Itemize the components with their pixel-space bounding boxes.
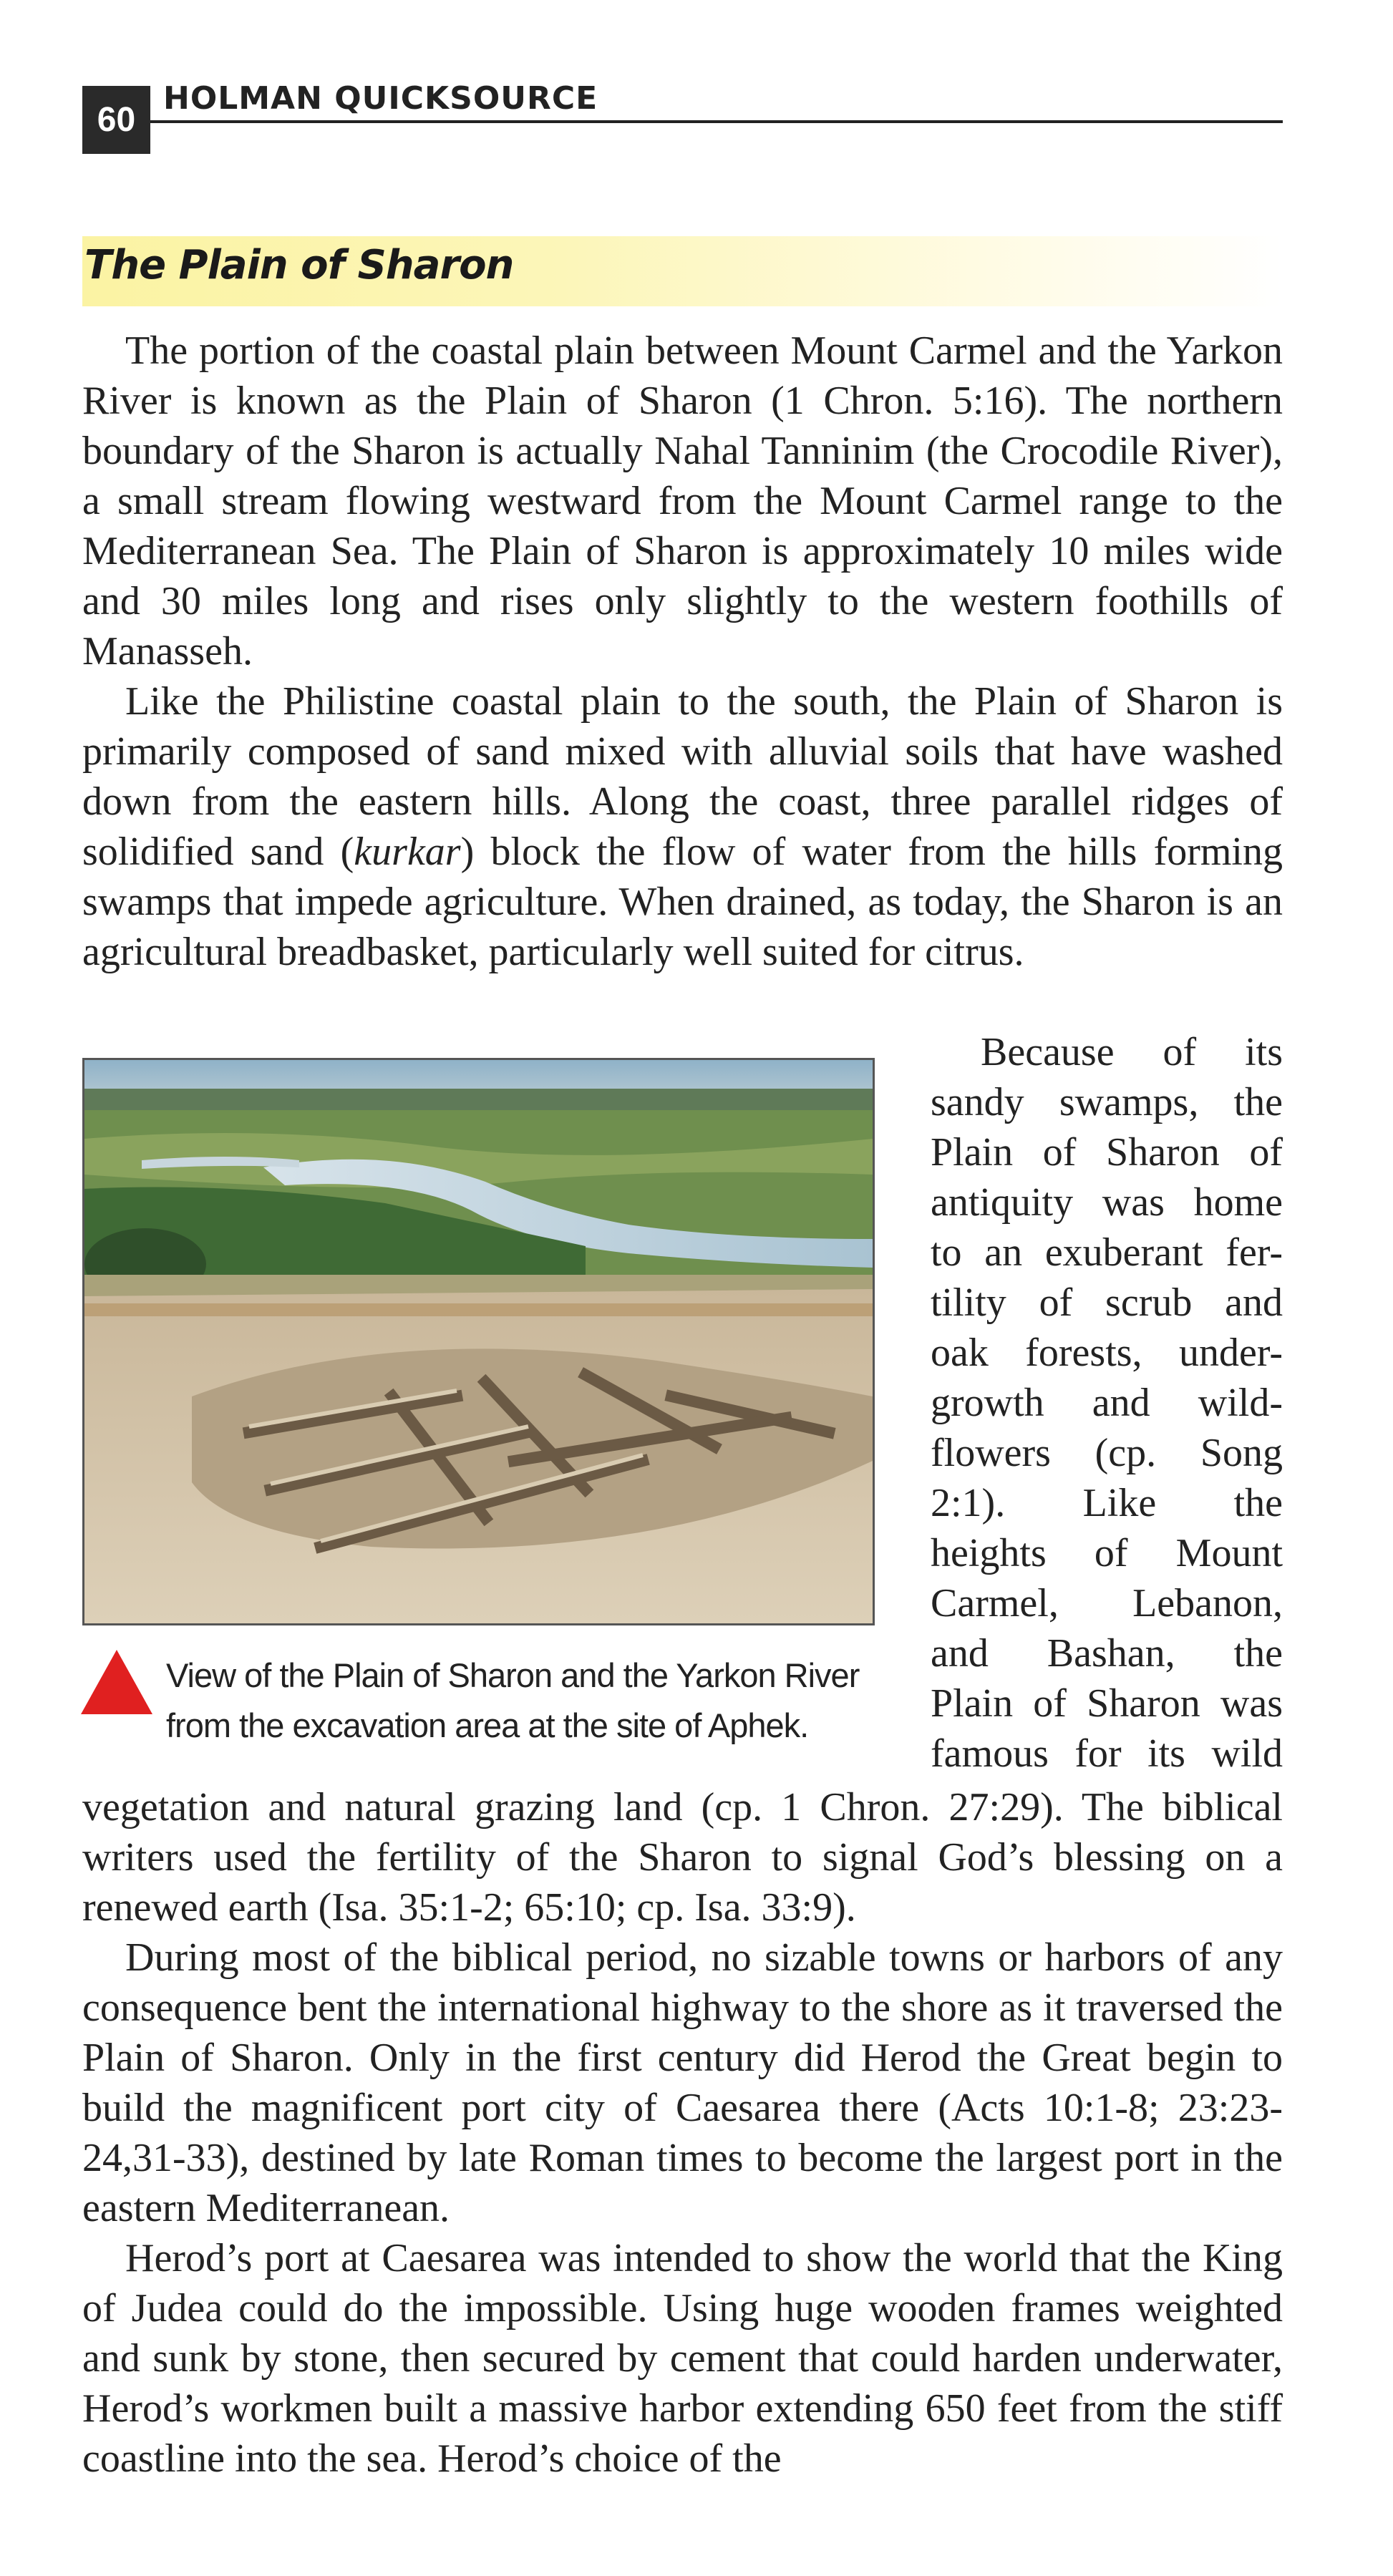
page-number: 60 bbox=[82, 86, 150, 154]
caption-line-1: View of the Plain of Sharon and the Yarkon River bbox=[166, 1656, 860, 1694]
photo-caption bbox=[166, 1651, 875, 1751]
wrap-line: Because of its bbox=[981, 1030, 1283, 1074]
paragraph-2 bbox=[82, 676, 1283, 977]
wrap-line: antiquity was home bbox=[931, 1180, 1283, 1225]
caption-line-2: from the excavation area at the site of Aphek. bbox=[166, 1706, 809, 1744]
wrap-line: famous for its wild bbox=[931, 1731, 1283, 1776]
caption-triangle-icon bbox=[77, 1646, 156, 1718]
running-head-title: HOLMAN QUICKSOURCE bbox=[163, 80, 598, 117]
header-rule bbox=[150, 120, 1283, 123]
wrap-line: sandy swamps, the bbox=[931, 1080, 1283, 1124]
wrap-line: growth and wild- bbox=[931, 1381, 1283, 1425]
paragraph-4: During most of the biblical period, no sizable towns or harbors of any consequence bent the international highway to the shore as it traversed the Plain of Sharon. Only in the first century did Herod the Great begin to build the magnificent port city of Caesarea there (Acts 10:1-8; 23:23-24,31-33), destined by late Roman times to become the largest port in the eastern Mediterranean. bbox=[82, 1935, 1283, 2230]
term-kurkar: kurkar bbox=[354, 830, 461, 874]
plain-of-sharon-image bbox=[84, 1060, 873, 1623]
paragraph-2-text-b: ) block the flow of water from the hills forming swamps that impede agriculture. When drained, as today, the Sharon is an agricultural breadbasket, particularly well suited for citrus. bbox=[82, 830, 1283, 974]
paragraph-1: The portion of the coastal plain between Mount Carmel and the Yarkon River is known as the Plain of Sharon (1 Chron. 5:16). The northern boundary of the Sharon is actually Nahal Tanninim (the Crocodile River), a small stream flowing westward from the Mount Carmel range to the Mediterranean Sea. The Plain of Sharon is approximately 10 miles wide and 30 miles long and rises only slightly to the western foothills of Manasseh. bbox=[82, 329, 1283, 674]
wrap-line: and Bashan, the bbox=[931, 1631, 1283, 1676]
section-title: The Plain of Sharon bbox=[84, 242, 514, 288]
aphek-photo bbox=[82, 1058, 875, 1625]
wrap-line: Plain of Sharon of bbox=[931, 1130, 1283, 1175]
paragraph-5: Herod’s port at Caesarea was intended to show the world that the King of Judea could do the impossible. Using huge wooden frames weighted and sunk by stone, then secured by cement that could harden underwater, Herod’s workmen built a massive harbor extending 650 feet from the stiff coastline into the sea. Herod’s choice of the bbox=[82, 2236, 1283, 2481]
wrap-line: Plain of Sharon was bbox=[931, 1681, 1283, 1726]
wrap-line: Carmel, Lebanon, bbox=[931, 1581, 1283, 1625]
wrap-line: to an exuberant fer- bbox=[931, 1230, 1283, 1275]
paragraph-3-wrap-column bbox=[931, 1027, 1283, 1779]
paragraph-2-text-a: Like the Philistine coastal plain to the south, the Plain of Sharon is primarily composed of sand mixed with alluvial soils that have washed down from the eastern hills. Along the coast, three parallel ridges of solidified sand ( bbox=[82, 679, 1283, 874]
wrap-line: heights of Mount bbox=[931, 1531, 1283, 1575]
paragraph-3-continuation: vegetation and natural grazing land (cp. 1 Chron. 27:29). The biblical writers used the fertility of the Sharon to signal God’s blessing on a renewed earth (Isa. 35:1-2; 65:10; cp. Isa. 33:9). bbox=[82, 1785, 1283, 1930]
wrap-line: flowers (cp. Song bbox=[931, 1431, 1283, 1475]
wrap-line: oak forests, under- bbox=[931, 1331, 1283, 1375]
wrap-line: 2:1). Like the bbox=[931, 1481, 1283, 1525]
wrap-line: tility of scrub and bbox=[931, 1280, 1283, 1325]
